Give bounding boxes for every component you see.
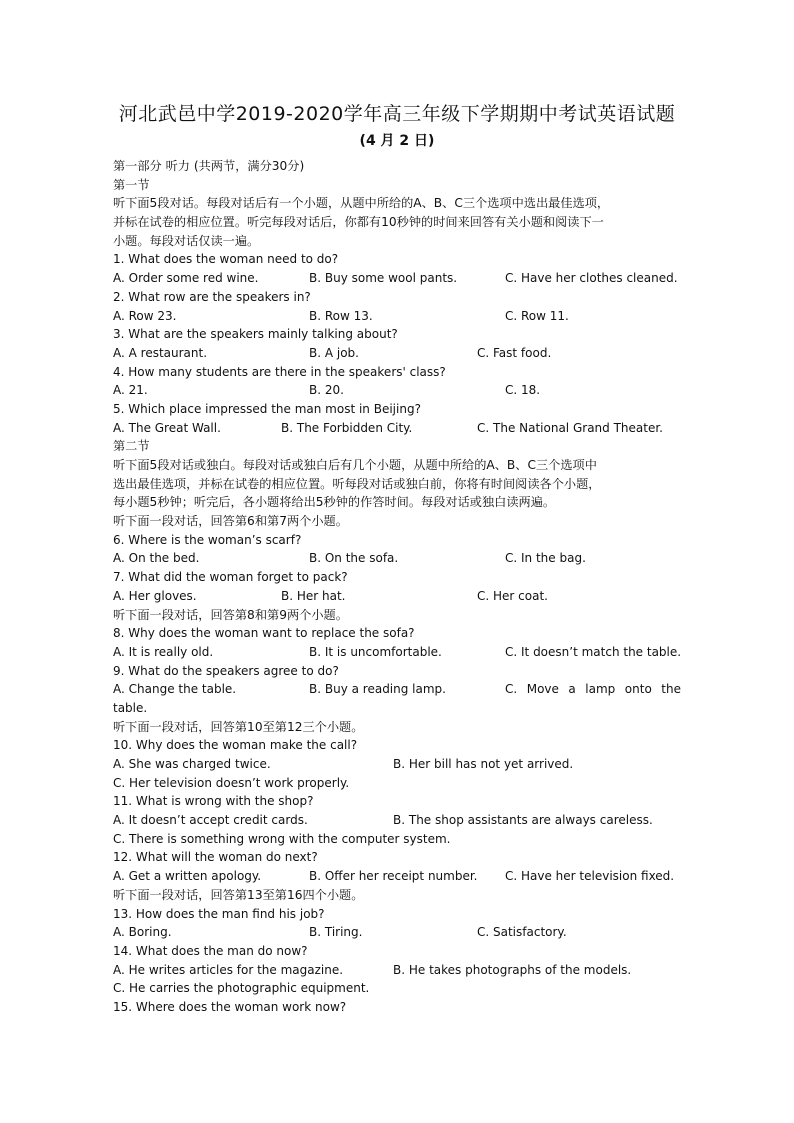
options-row xyxy=(113,344,681,363)
option-b: B. Her bill has not yet arrived. xyxy=(393,757,574,771)
question-text: 9. What do the speakers agree to do? xyxy=(113,663,339,678)
option-a: A. Change the table. xyxy=(113,682,237,697)
option-b: B. It is uncomfortable. xyxy=(309,644,442,659)
option-b: B. Tiring. xyxy=(309,925,363,940)
option-c: C. The National Grand Theater. xyxy=(477,420,663,435)
part-heading: 第一部分 听力 (共两节，满分30分) xyxy=(113,159,305,173)
option-c: C. Her coat. xyxy=(477,588,548,603)
instruction-line: 听下面5段对话或独白。每段对话或独白后有几个小题，从题中所给的A、B、C三个选项中 xyxy=(113,458,597,472)
option-c: C. Her television doesn’t work properly. xyxy=(113,775,350,790)
direction-text: 听下面一段对话，回答第8和第9两个小题。 xyxy=(113,607,348,622)
option-a: A. She was charged twice. xyxy=(113,757,271,771)
option-c: C. Satisfactory. xyxy=(477,925,567,940)
options-row xyxy=(113,587,681,606)
option-c: C. He carries the photographic equipment. xyxy=(113,981,370,996)
option-c: C. Fast food. xyxy=(477,345,552,360)
option-a: A. Her gloves. xyxy=(113,588,197,603)
direction-text: 听下面一段对话，回答第13至第16四个小题。 xyxy=(113,887,364,902)
options-row xyxy=(113,867,681,886)
question-text: 11. What is wrong with the shop? xyxy=(113,794,314,809)
option-a: A. He writes articles for the magazine. xyxy=(113,962,344,977)
option-a: A. Row 23. xyxy=(113,308,177,323)
options-row xyxy=(113,643,681,662)
question-text: 5. Which place impressed the man most in Beijing? xyxy=(113,401,421,416)
question-text: 6. Where is the woman’s scarf? xyxy=(113,532,302,547)
question-text: 8. Why does the woman want to replace the sofa? xyxy=(113,626,415,641)
option-c: C. Row 11. xyxy=(505,308,569,323)
question-text: 13. How does the man find his job? xyxy=(113,906,325,921)
option-a: A. The Great Wall. xyxy=(113,420,221,435)
question-text: 2. What row are the speakers in? xyxy=(113,289,311,304)
options-row xyxy=(113,269,681,288)
option-b: B. On the sofa. xyxy=(309,551,399,566)
section-heading: 第二节 xyxy=(113,439,150,454)
options-row xyxy=(113,961,681,980)
option-a: A. It doesn’t accept credit cards. xyxy=(113,813,308,828)
direction-text: 听下面一段对话，回答第6和第7两个小题。 xyxy=(113,514,348,529)
option-c: C. In the bag. xyxy=(505,551,586,566)
option-c: C. Have her television fixed. xyxy=(505,869,675,884)
option-c-continued: table. xyxy=(113,700,148,715)
option-b: B. 20. xyxy=(309,383,344,398)
instruction-line: 并标在试卷的相应位置。听完每段对话后，你都有10秒钟的时间来回答有关小题和阅读下一 xyxy=(113,215,604,230)
exam-title: 河北武邑中学2019-2020学年高三年级下学期期中考试英语试题 xyxy=(118,103,676,125)
question-text: 14. What does the man do now? xyxy=(113,943,308,958)
options-row xyxy=(113,307,681,326)
option-b: B. Buy some wool pants. xyxy=(309,271,458,286)
option-a: A. 21. xyxy=(113,383,148,398)
options-row xyxy=(113,811,681,830)
instruction-line: 听下面5段对话。每段对话后有一个小题，从题中所给的A、B、C三个选项中选出最佳选项， xyxy=(113,196,610,211)
question-text: 12. What will the woman do next? xyxy=(113,850,318,865)
option-c: C. 18. xyxy=(505,383,541,398)
option-a: A. Boring. xyxy=(113,925,172,940)
option-b: B. Her hat. xyxy=(281,588,346,603)
option-b: B. The Forbidden City. xyxy=(281,420,413,435)
question-text: 7. What did the woman forget to pack? xyxy=(113,570,348,585)
instruction-line: 选出最佳选项，并标在试卷的相应位置。听每段对话或独白前，你将有时间阅读各个小题， xyxy=(113,476,601,491)
question-text: 15. Where does the woman work now? xyxy=(113,999,347,1014)
option-c: C. There is something wrong with the computer system. xyxy=(113,831,451,846)
question-text: 1. What does the woman need to do? xyxy=(113,252,339,267)
option-b: B. The shop assistants are always careless. xyxy=(393,813,653,828)
option-b: B. He takes photographs of the models. xyxy=(393,962,632,977)
option-a: A. On the bed. xyxy=(113,551,200,566)
options-row xyxy=(113,381,681,400)
question-text: 4. How many students are there in the speakers' class? xyxy=(113,364,446,379)
option-a: A. It is really old. xyxy=(113,644,214,659)
direction-text: 听下面一段对话，回答第10至第12三个小题。 xyxy=(113,719,364,734)
options-row xyxy=(113,680,681,699)
section-heading: 第一节 xyxy=(113,177,150,192)
options-row xyxy=(113,419,681,438)
option-b: B. A job. xyxy=(309,345,359,360)
option-b: B. Row 13. xyxy=(309,308,373,323)
option-a: A. A restaurant. xyxy=(113,345,208,360)
option-a: A. Order some red wine. xyxy=(113,271,259,286)
instruction-line: 每小题5秒钟；听完后，各小题将给出5秒钟的作答时间。每段对话或独白读两遍。 xyxy=(113,495,556,510)
options-row xyxy=(113,923,681,942)
option-c: C. Have her clothes cleaned. xyxy=(505,271,678,286)
option-a: A. Get a written apology. xyxy=(113,869,262,884)
exam-date: (4 月 2 日) xyxy=(359,133,435,149)
instruction-line: 小题。每段对话仅读一遍。 xyxy=(113,233,260,248)
question-text: 3. What are the speakers mainly talking about? xyxy=(113,327,398,342)
options-row xyxy=(113,549,681,568)
question-text: 10. Why does the woman make the call? xyxy=(113,738,358,753)
option-c: C. It doesn’t match the table. xyxy=(505,644,682,659)
option-b: B. Offer her receipt number. xyxy=(309,869,478,884)
option-c: C. Move a lamp onto the xyxy=(505,682,681,697)
options-row xyxy=(113,755,681,774)
exam-content xyxy=(113,157,681,1017)
option-b: B. Buy a reading lamp. xyxy=(309,682,446,697)
